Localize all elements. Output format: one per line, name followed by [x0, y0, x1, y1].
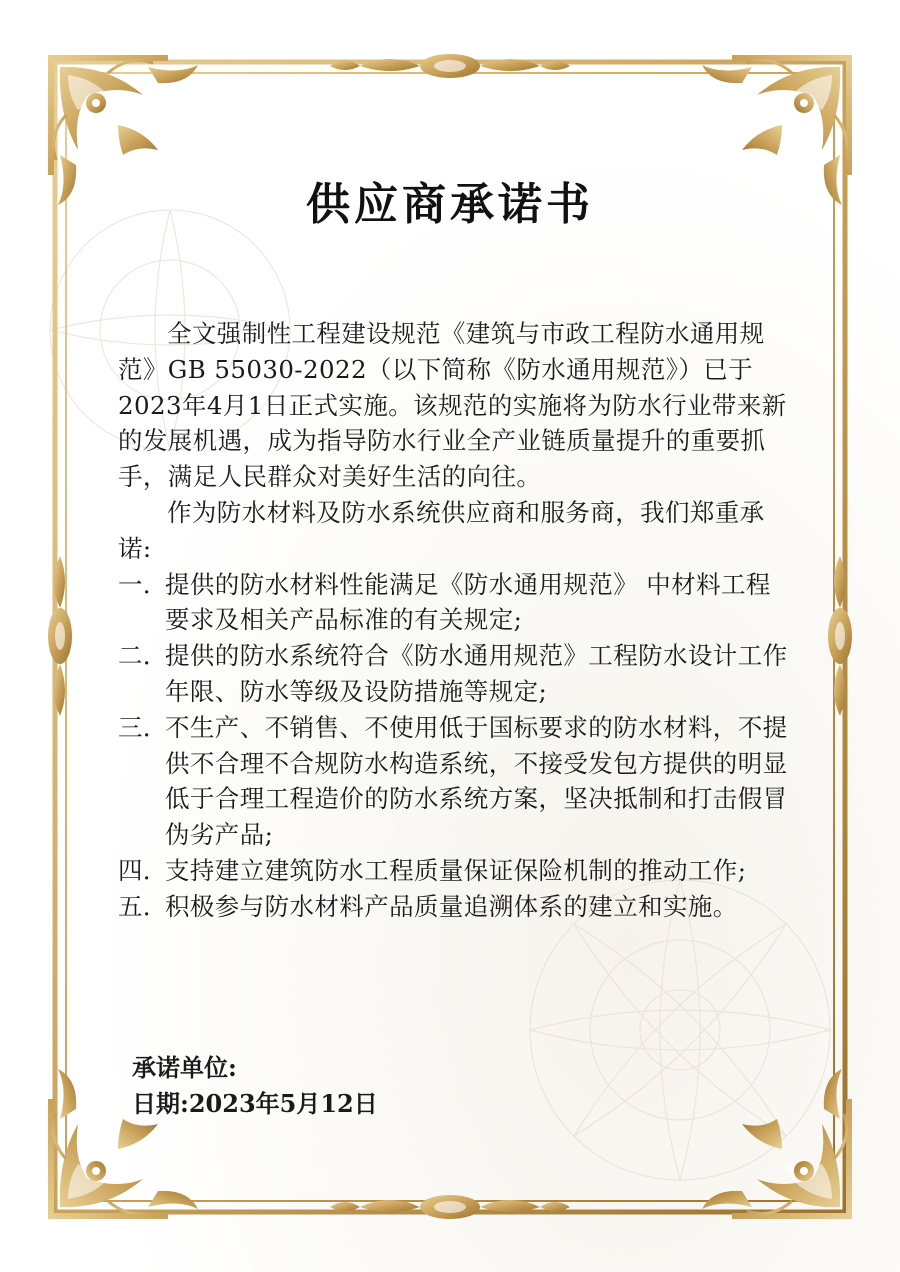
date-line — [132, 1086, 378, 1122]
commitment-item — [118, 853, 790, 889]
commitment-text: 提供的防水系统符合《防水通用规范》工程防水设计工作年限、防水等级及设防措施等规定; — [165, 641, 788, 706]
date-value: 2023年5月12日 — [188, 1089, 378, 1118]
commitment-item — [118, 638, 790, 710]
date-label: 日期: — [132, 1089, 189, 1118]
document-body — [118, 316, 790, 925]
commitment-item — [118, 889, 790, 925]
commitment-number: 二． — [118, 641, 168, 671]
commitment-text: 积极参与防水材料产品质量追溯体系的建立和实施。 — [165, 891, 738, 921]
commitment-text: 支持建立建筑防水工程质量保证保险机制的推动工作; — [165, 855, 747, 885]
commitment-number: 三． — [118, 712, 168, 742]
commitment-number: 五． — [118, 891, 168, 921]
intro-paragraph: 全文强制性工程建设规范《建筑与市政工程防水通用规范》GB 55030-2022（以下简称《防水通用规范》）已于2023年4月1日正式实施。该规范的实施将为防水行业带来新的发展机遇，成为指导防水行业全产业链质量提升的重要抓手，满足人民群众对美好生活的向往。 — [118, 319, 787, 492]
commitment-number: 四． — [118, 855, 168, 885]
commitment-item — [118, 710, 790, 853]
commitment-number: 一． — [118, 569, 168, 599]
pledge-paragraph: 作为防水材料及防水系统供应商和服务商，我们郑重承诺: — [118, 497, 765, 563]
document-title: 供应商承诺书 — [306, 179, 594, 230]
commitment-text: 提供的防水材料性能满足《防水通用规范》 中材料工程要求及相关产品标准的有关规定; — [165, 569, 771, 635]
promising-unit-label: 承诺单位: — [132, 1053, 237, 1082]
commitment-item — [118, 567, 790, 639]
signature-block — [132, 1050, 378, 1122]
commitment-text: 不生产、不销售、不使用低于国标要求的防水材料，不提供不合理不合规防水构造系统，不接受发包方提供的明显低于合理工程造价的防水系统方案，坚决抵制和打击假冒伪劣产品; — [165, 712, 788, 850]
